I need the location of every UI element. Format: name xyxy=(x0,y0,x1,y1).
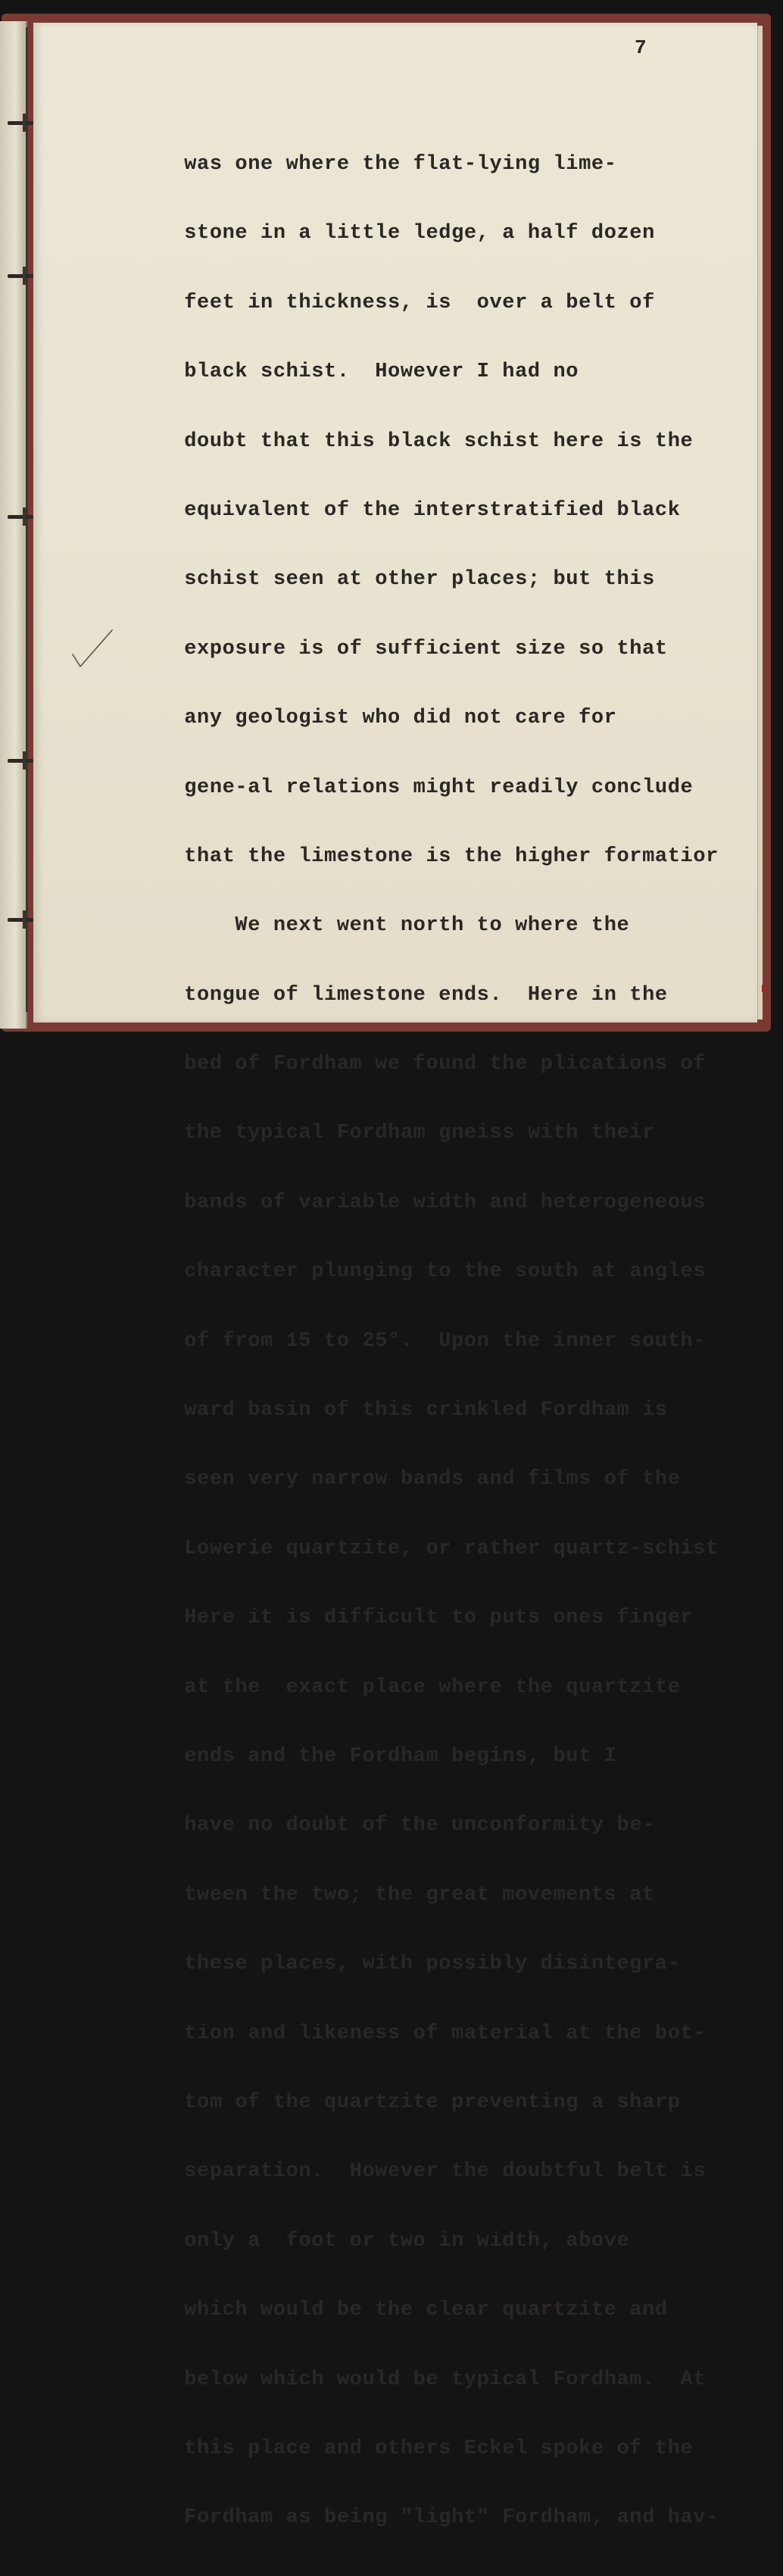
text-line: doubt that this black schist here is the xyxy=(133,429,694,453)
text-line: of from 15 to 25°. Upon the inner south- xyxy=(133,1329,707,1353)
binding-spine xyxy=(26,27,28,1012)
text-line: tion and likeness of material at the bot- xyxy=(133,2022,707,2045)
text-line: character plunging to the south at angles xyxy=(133,1260,707,1284)
text-line: these places, with possibly disintegra- xyxy=(133,1953,681,1976)
pencil-check-mark-icon xyxy=(70,627,115,673)
cover-fleck xyxy=(762,985,765,992)
text-line: was one where the flat-lying lime- xyxy=(133,153,617,176)
binder-ring xyxy=(8,515,33,519)
text-line: separation. However the doubtful belt is xyxy=(133,2160,707,2184)
text-line: below which would be typical Fordham. At xyxy=(133,2368,707,2391)
text-line: Fordham as being "light" Fordham, and hav- xyxy=(133,2506,719,2530)
binder-ring xyxy=(8,918,33,922)
text-line: bed of Fordham we found the plications of xyxy=(133,1053,707,1076)
text-line: stone in a little ledge, a half dozen xyxy=(133,222,655,245)
text-line: ward basin of this crinkled Fordham is xyxy=(133,1399,668,1422)
typed-text-body xyxy=(133,108,747,2576)
text-line: seen very narrow bands and films of the xyxy=(133,1468,681,1491)
binder-ring xyxy=(8,274,33,278)
text-line: tongue of limestone ends. Here in the xyxy=(133,983,668,1007)
text-line: this place and others Eckel spoke of the xyxy=(133,2437,694,2460)
binder-ring xyxy=(8,759,33,763)
text-line: Lowerie quartzite, or rather quartz-schist xyxy=(133,1537,719,1560)
text-line: ends and the Fordham begins, but I xyxy=(133,1744,617,1768)
text-line: black schist. However I had no xyxy=(133,361,579,384)
page-stack-edge xyxy=(757,26,763,1019)
text-line: the typical Fordham gneiss with their xyxy=(133,1122,655,1145)
text-line: We next went north to where the xyxy=(133,914,630,938)
text-line: at the exact place where the quartzite xyxy=(133,1675,681,1699)
text-line: which would be the clear quartzite and xyxy=(133,2299,668,2322)
text-line: gene-al relations might readily conclude xyxy=(133,776,694,799)
text-line: any geologist who did not care for xyxy=(133,707,617,730)
text-line: schist seen at other places; but this xyxy=(133,568,655,592)
text-line: tom of the quartzite preventing a sharp xyxy=(133,2090,681,2114)
text-line: only a foot or two in width, above xyxy=(133,2229,630,2253)
text-line: exposure is of sufficient size so that xyxy=(133,637,668,660)
text-line: equivalent of the interstratified black xyxy=(133,498,681,522)
text-line: feet in thickness, is over a belt of xyxy=(133,291,655,314)
text-line: have no doubt of the unconformity be- xyxy=(133,1814,655,1838)
text-line: bands of variable width and heterogeneous xyxy=(133,1191,707,1214)
text-line: tween the two; the great movements at xyxy=(133,1883,655,1906)
binder-ring xyxy=(8,121,33,125)
text-line: Here it is difficult to puts ones finger xyxy=(133,1606,694,1630)
page-number: 7 xyxy=(635,36,647,59)
text-line: that the limestone is the higher formatior xyxy=(133,845,719,868)
